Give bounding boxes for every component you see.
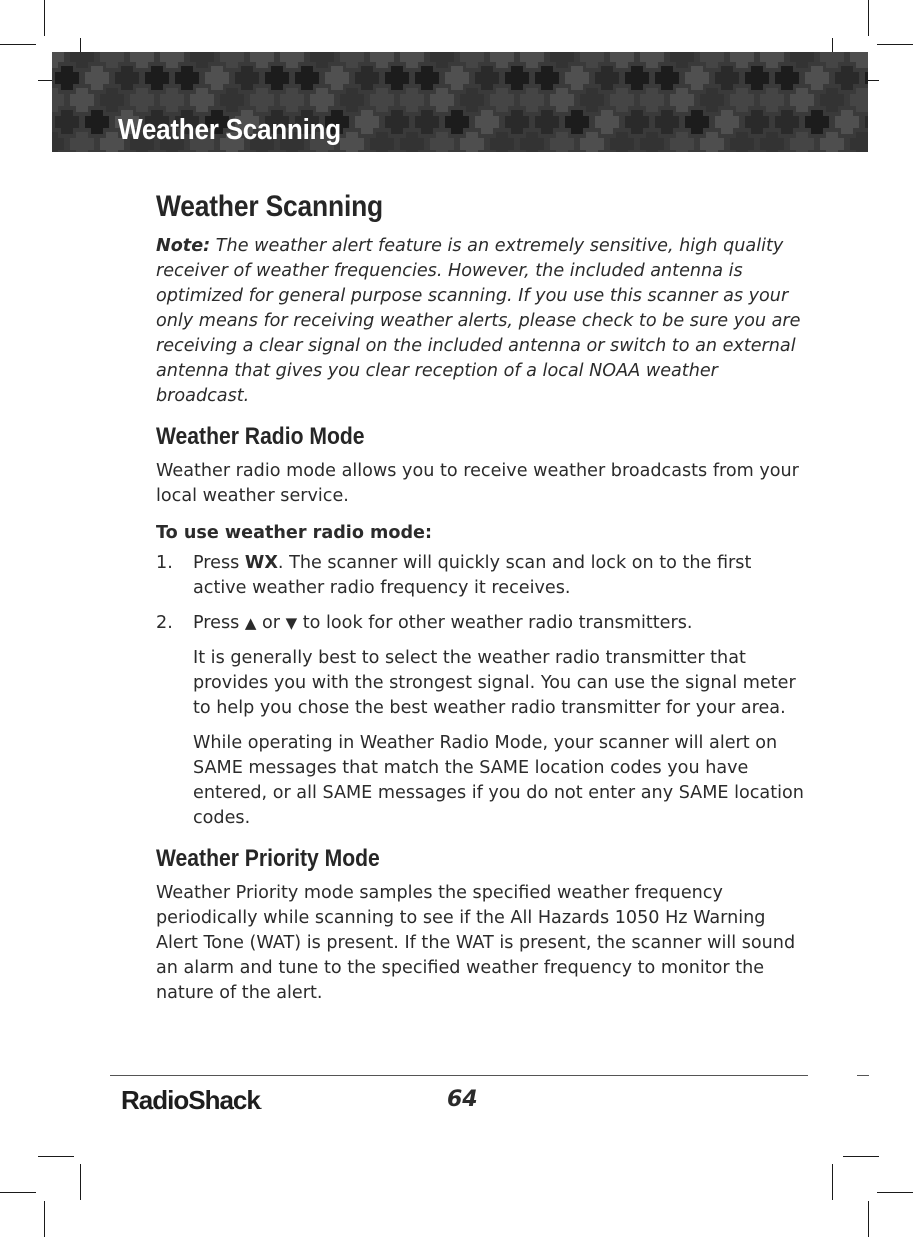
- wx-key: WX: [244, 553, 278, 573]
- crop-mark: [877, 44, 913, 45]
- section-heading-priority-mode: Weather Priority Mode: [156, 845, 380, 872]
- footer-divider: [110, 1075, 808, 1076]
- list-item: [156, 551, 806, 601]
- up-arrow-icon: ▲: [244, 614, 257, 632]
- crop-mark: [877, 1192, 913, 1193]
- crop-mark: [868, 1201, 869, 1237]
- banner-title: Weather Scanning: [118, 114, 341, 146]
- crop-mark: [80, 1164, 81, 1200]
- step-number: 1.: [156, 553, 173, 573]
- crop-mark: [38, 1156, 74, 1157]
- crop-mark: [843, 1156, 879, 1157]
- step-prefix: Press: [193, 553, 245, 573]
- step-text: . The scanner will quickly scan and lock on to the first active weather radio frequency it receives.: [193, 553, 752, 598]
- page-title: Weather Scanning: [156, 190, 384, 223]
- radio-mode-para1: It is generally best to select the weather radio transmitter that provides you with the strongest signal. You can use the signal meter to help you chose the best weather radio transmitter for your area.: [193, 648, 796, 718]
- crop-mark: [0, 1192, 36, 1193]
- brand-name: RadioShack: [121, 1085, 260, 1115]
- note-label: Note:: [156, 236, 211, 256]
- crop-mark: [44, 1201, 45, 1237]
- step-text: to look for other weather radio transmitters.: [297, 613, 693, 633]
- crop-mark: [868, 0, 869, 36]
- priority-mode-text: Weather Priority mode samples the specified weather frequency periodically while scanning to see if the All Hazards 1050 Hz Warning Alert Tone (WAT) is present. If the WAT is present, the scanner will sound an alarm and tune to the specified weather frequency to monitor the nature of the alert.: [156, 883, 796, 1003]
- crop-mark: [0, 44, 36, 45]
- step-prefix: Press: [193, 613, 245, 633]
- footer-divider: [857, 1075, 869, 1076]
- step-or: or: [256, 613, 286, 633]
- crop-mark: [44, 0, 45, 36]
- note-paragraph: [156, 234, 806, 409]
- radio-mode-para2: While operating in Weather Radio Mode, your scanner will alert on SAME messages that match the SAME location codes you have entered, or all SAME messages if you do not enter any SAME location codes.: [193, 733, 804, 828]
- down-arrow-icon: ▼: [285, 614, 298, 632]
- steps-list: [156, 551, 806, 636]
- step-number: 2.: [156, 613, 173, 633]
- radio-mode-intro: Weather radio mode allows you to receive weather broadcasts from your local weather service.: [156, 461, 799, 506]
- header-banner: [52, 52, 868, 152]
- main-content: [156, 190, 806, 1016]
- steps-title: To use weather radio mode:: [156, 523, 433, 543]
- page-number: 64: [447, 1087, 478, 1112]
- section-heading-radio-mode: Weather Radio Mode: [156, 423, 365, 450]
- note-text: The weather alert feature is an extremely sensitive, high quality receiver of weather frequencies. However, the included antenna is optimized for general purpose scanning. If you use this scanner as your only means for receiving weather alerts, please check to be sure you are receiving a clear signal on the included antenna or switch to an external antenna that gives you clear reception of a local NOAA weather broadcast.: [156, 236, 801, 406]
- brand-dot: .: [259, 1102, 263, 1111]
- brand-logo: [121, 1085, 262, 1116]
- crop-mark: [832, 1164, 833, 1200]
- list-item: [156, 611, 806, 636]
